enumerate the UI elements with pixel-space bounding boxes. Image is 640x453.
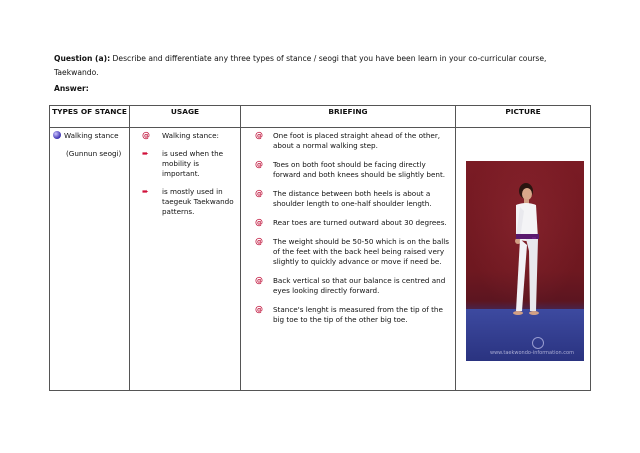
photo-watermark: www.taekwondo-information.com [490, 350, 574, 356]
briefing-item [255, 131, 451, 151]
picture-cell [456, 128, 591, 391]
briefing-item [255, 189, 451, 209]
at-bullet-icon: @ [255, 189, 263, 198]
briefing-item [255, 237, 451, 267]
type-subname: (Gunnun seogi) [66, 149, 122, 158]
table-header-row [50, 106, 591, 128]
usage-item [142, 131, 236, 141]
briefing-item [255, 276, 451, 296]
briefing-item-text: Toes on both foot should be facing directly forward and both knees should be slightly bent. [273, 160, 446, 179]
stance-table [49, 105, 591, 391]
usage-item-text: is mostly used in taegeuk Taekwando patterns. [162, 187, 234, 216]
question-body: Describe and differentiate any three types of stance / seogi that you have been learn in your co-curricular course, Taekwando. [54, 54, 547, 77]
arrow-bullet-icon: ➨ [142, 187, 149, 196]
briefing-item-text: Back vertical so that our balance is centred and eyes looking directly forward. [273, 276, 446, 295]
at-bullet-icon: @ [255, 131, 263, 140]
briefing-item [255, 218, 451, 228]
at-bullet-icon: @ [255, 237, 263, 246]
briefing-item-text: Stance's lenght is measured from the tip of the big toe to the tip of the other big toe. [273, 305, 443, 324]
question-label: Question (a): [54, 54, 111, 63]
answers-label: Answer: [54, 84, 89, 93]
at-bullet-icon: @ [255, 276, 263, 285]
header-usage: USAGE [130, 106, 241, 128]
type-cell [50, 128, 130, 391]
usage-item-text: is used when the mobility is important. [162, 149, 224, 178]
arrow-bullet-icon: ➨ [142, 149, 149, 158]
circle-bullet-icon [53, 131, 61, 139]
briefing-item-text: The distance between both heels is about a shoulder length to one-half shoulder length. [273, 189, 432, 208]
header-briefing: BRIEFING [241, 106, 456, 128]
briefing-item [255, 305, 451, 325]
usage-item [142, 187, 236, 217]
at-bullet-icon: @ [142, 131, 150, 140]
briefing-cell [241, 128, 456, 391]
briefing-item-text: One foot is placed straight ahead of the other, about a normal walking step. [273, 131, 441, 150]
stance-photo [466, 161, 584, 361]
header-types-of-stance: TYPES OF STANCE [50, 106, 130, 128]
question-text [54, 52, 574, 80]
at-bullet-icon: @ [255, 305, 263, 314]
at-bullet-icon: @ [255, 160, 263, 169]
usage-item [142, 149, 236, 179]
header-picture: PICTURE [456, 106, 591, 128]
briefing-item-text: Rear toes are turned outward about 30 degrees. [273, 218, 447, 227]
at-bullet-icon: @ [255, 218, 263, 227]
briefing-item [255, 160, 451, 180]
usage-cell [130, 128, 241, 391]
type-name: Walking stance [64, 131, 119, 140]
usage-item-text: Walking stance: [162, 131, 219, 140]
person-figure-icon [466, 161, 584, 361]
briefing-item-text: The weight should be 50-50 which is on the balls of the feet with the back heel being raised very slightly to quickly advance or move if need be. [273, 237, 449, 266]
table-row [50, 128, 591, 391]
